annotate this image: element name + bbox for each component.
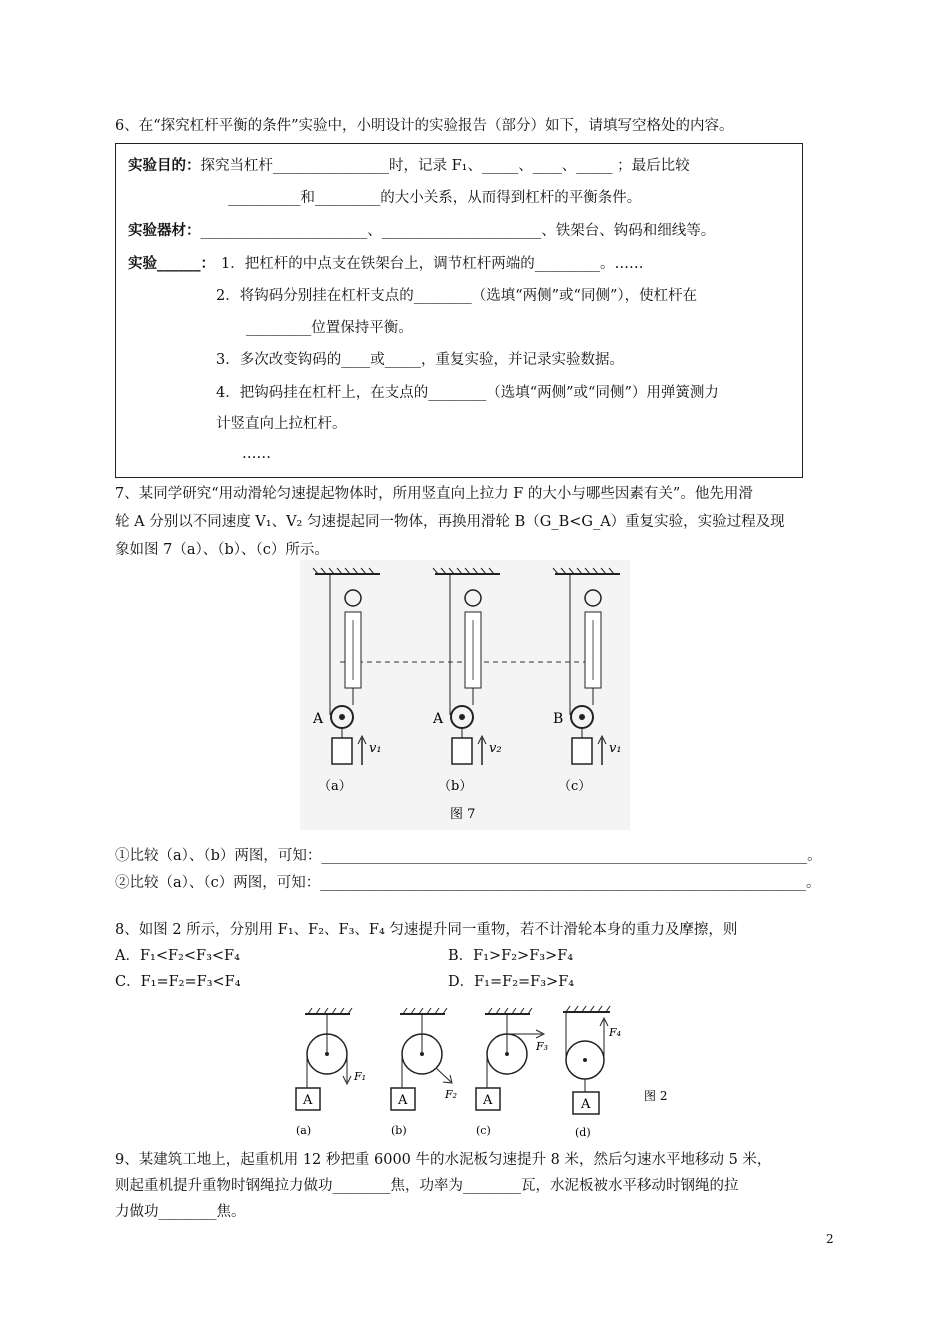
- q8-option-d: D．F₁=F₂=F₃>F₄: [448, 974, 575, 990]
- q8-stem: 8、如图 2 所示，分别用 F₁、F₂、F₃、F₄ 匀速提升同一重物，若不计滑轮本身的重力及摩擦，则: [115, 922, 738, 938]
- velocity-label-b: v₂: [489, 741, 502, 756]
- force-label-f4: F₄: [609, 1026, 622, 1039]
- figure-2-caption: 图 2: [644, 1089, 668, 1103]
- pulley-setup-c: [476, 1008, 548, 1137]
- caption-b: （b）: [438, 779, 473, 794]
- caption-c: (c): [476, 1124, 491, 1137]
- ellipsis: ……: [242, 446, 271, 462]
- weight-label-a: A: [303, 1093, 313, 1108]
- caption-c: （c）: [558, 779, 592, 794]
- q9-line-2: 则起重机提升重物时钢绳拉力做功________焦，功率为________瓦，水泥板被水平移动时钢绳的拉: [115, 1178, 739, 1194]
- q9-line-3: 力做功________焦。: [115, 1204, 246, 1220]
- caption-a: （a）: [318, 779, 352, 794]
- velocity-label-a: v₁: [369, 741, 382, 756]
- weight-label-b: A: [398, 1093, 408, 1108]
- weight-label-d: A: [581, 1097, 591, 1112]
- q9-line-1: 9、某建筑工地上，起重机用 12 秒把重 6000 牛的水泥板匀速提升 8 米，然后匀速水平地移动 5 米，: [115, 1152, 772, 1168]
- q7-answer-1: ①比较（a）、（b）两图，可知：___________________________________________________________________。: [115, 848, 822, 864]
- equipment-label: 实验器材：: [128, 223, 201, 239]
- q7-line-1: 7、某同学研究“用动滑轮匀速提起物体时，所用竖直向上拉力 F 的大小与哪些因素有关”。他先用滑: [115, 486, 753, 502]
- q7-answer-2: ②比较（a）、（c）两图，可知：___________________________________________________________________。: [115, 875, 821, 891]
- caption-b: (b): [391, 1124, 407, 1137]
- page-number: 2: [826, 1232, 834, 1246]
- q8-option-a: A．F₁<F₂<F₃<F₄: [115, 948, 240, 964]
- weight-label-c: A: [483, 1093, 493, 1108]
- steps-label: 实验______：: [128, 256, 215, 272]
- pulley-label-c: B: [553, 711, 564, 727]
- purpose-text: 探究当杠杆________________时，记录 F₁、_____、____、_____ ；最后比较: [200, 158, 690, 174]
- step-1: 1．把杠杆的中点支在铁架台上，调节杠杆两端的_________。……: [221, 256, 644, 272]
- pulley-setup-b: [391, 1008, 457, 1137]
- figure-7-caption: 图 7: [450, 807, 476, 822]
- experiment-report-box: [115, 143, 803, 478]
- step-3: 3．多次改变钩码的____或_____，重复实验，并记录实验数据。: [216, 352, 624, 368]
- pulley-setup-d: [563, 1006, 621, 1139]
- step-2-cont: _________位置保持平衡。: [246, 320, 413, 336]
- figure-2: [290, 1002, 710, 1142]
- report-line-3: [128, 221, 715, 241]
- caption-a: (a): [296, 1124, 312, 1137]
- pulley-label-b: A: [433, 711, 444, 727]
- pulley-label-a: A: [313, 711, 324, 727]
- q8-option-c: C．F₁=F₂=F₃<F₄: [115, 974, 241, 990]
- q8-option-b: B．F₁>F₂>F₃>F₄: [448, 948, 574, 964]
- pulley-setup-a: [296, 1008, 366, 1137]
- report-line-4: [128, 254, 643, 274]
- force-label-f3: F₃: [536, 1040, 549, 1053]
- force-label-f2: F₂: [445, 1088, 458, 1101]
- step-2: 2．将钩码分别挂在杠杆支点的________（选填“两侧”或“同侧”），使杠杆在: [216, 288, 698, 304]
- q6-stem: 6、在“探究杠杆平衡的条件”实验中，小明设计的实验报告（部分）如下，请填写空格处的内容。: [115, 118, 734, 134]
- report-line-2: __________和_________的大小关系，从而得到杠杆的平衡条件。: [228, 190, 642, 206]
- figure-7: [300, 560, 630, 830]
- equipment-text: _______________________、______________________、铁架台、钩码和细线等。: [200, 223, 716, 239]
- force-label-f1: F₁: [354, 1070, 367, 1083]
- q7-line-3: 象如图 7（a）、（b）、（c）所示。: [115, 542, 329, 558]
- caption-d: (d): [575, 1126, 591, 1139]
- step-4: 4．把钩码挂在杠杆上，在支点的________（选填“两侧”或“同侧”）用弹簧测力: [216, 385, 719, 401]
- purpose-label: 实验目的：: [128, 158, 201, 174]
- q7-line-2: 轮 A 分别以不同速度 V₁、V₂ 匀速提起同一物体，再换用滑轮 B（G_B<G_A）重复实验，实验过程及现: [115, 514, 785, 530]
- step-4-cont: 计竖直向上拉杠杆。: [216, 416, 347, 432]
- velocity-label-c: v₁: [609, 741, 622, 756]
- report-line-1: [128, 156, 690, 176]
